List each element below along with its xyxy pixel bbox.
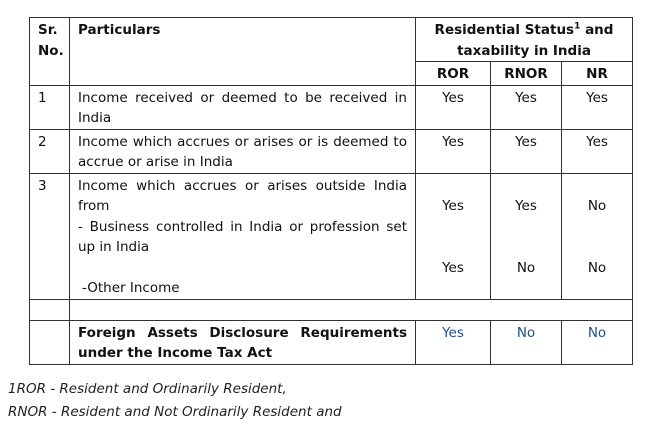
header-row	[30, 18, 633, 62]
nr-header: NR	[562, 62, 633, 86]
empty-cell	[30, 299, 70, 320]
empty-row	[30, 299, 633, 320]
status-header-tail: and	[580, 22, 614, 38]
rnor-cell	[491, 173, 562, 299]
empty-cell	[70, 299, 633, 320]
other-income-text: -Other Income	[82, 280, 180, 296]
ror-header: ROR	[416, 62, 491, 86]
particulars-cell: Income which accrues or arises or is deemed to accrue or arise in India	[70, 129, 416, 173]
ror-cell: Yes	[416, 85, 491, 129]
nr-cell: Yes	[562, 85, 633, 129]
rnor-cell: Yes	[491, 129, 562, 173]
ror-cell: Yes	[416, 320, 491, 364]
particulars-cell	[70, 173, 416, 299]
sr-cell: 3	[30, 173, 70, 299]
foreign-assets-cell: Foreign Assets Disclosure Requirements under the Income Tax Act	[70, 320, 416, 364]
business-ror-value: Yes	[442, 198, 464, 214]
business-rnor-value: Yes	[515, 198, 537, 214]
rnor-cell: Yes	[491, 85, 562, 129]
other-rnor-value: No	[516, 259, 536, 276]
rnor-header: RNOR	[491, 62, 562, 86]
taxability-table	[29, 17, 633, 365]
particulars-cell: Income received or deemed to be received in India	[70, 85, 416, 129]
table-row	[30, 85, 633, 129]
sr-cell	[30, 320, 70, 364]
other-nr-value: No	[587, 259, 607, 276]
table-row	[30, 320, 633, 364]
nr-cell	[562, 173, 633, 299]
table-row	[30, 173, 633, 299]
ror-cell: Yes	[416, 129, 491, 173]
sr-header-line2: No.	[38, 42, 64, 59]
footnote-marker: 1	[574, 21, 581, 32]
income-outside-india-text: Income which accrues or arises outside India from	[78, 177, 407, 214]
sr-header-line1: Sr.	[38, 22, 58, 38]
business-nr-value: No	[587, 198, 607, 214]
table-row	[30, 129, 633, 173]
other-ror-value: Yes	[442, 259, 464, 276]
residential-status-header	[416, 18, 633, 62]
footnote-rnor: RNOR - Resident and Not Ordinarily Resident and	[8, 404, 342, 420]
nr-cell: No	[562, 320, 633, 364]
ror-cell	[416, 173, 491, 299]
status-header-line2: taxability in India	[457, 42, 591, 59]
business-controlled-text: - Business controlled in India or profession set up in India	[78, 218, 407, 255]
sr-cell: 1	[30, 85, 70, 129]
status-header-text: Residential Status	[434, 22, 575, 38]
nr-cell: Yes	[562, 129, 633, 173]
footnote-ror: 1ROR - Resident and Ordinarily Resident,	[8, 381, 287, 397]
footnotes	[8, 378, 648, 424]
sr-cell: 2	[30, 129, 70, 173]
rnor-cell: No	[491, 320, 562, 364]
particulars-header: Particulars	[70, 18, 416, 86]
sr-no-header	[30, 18, 70, 86]
